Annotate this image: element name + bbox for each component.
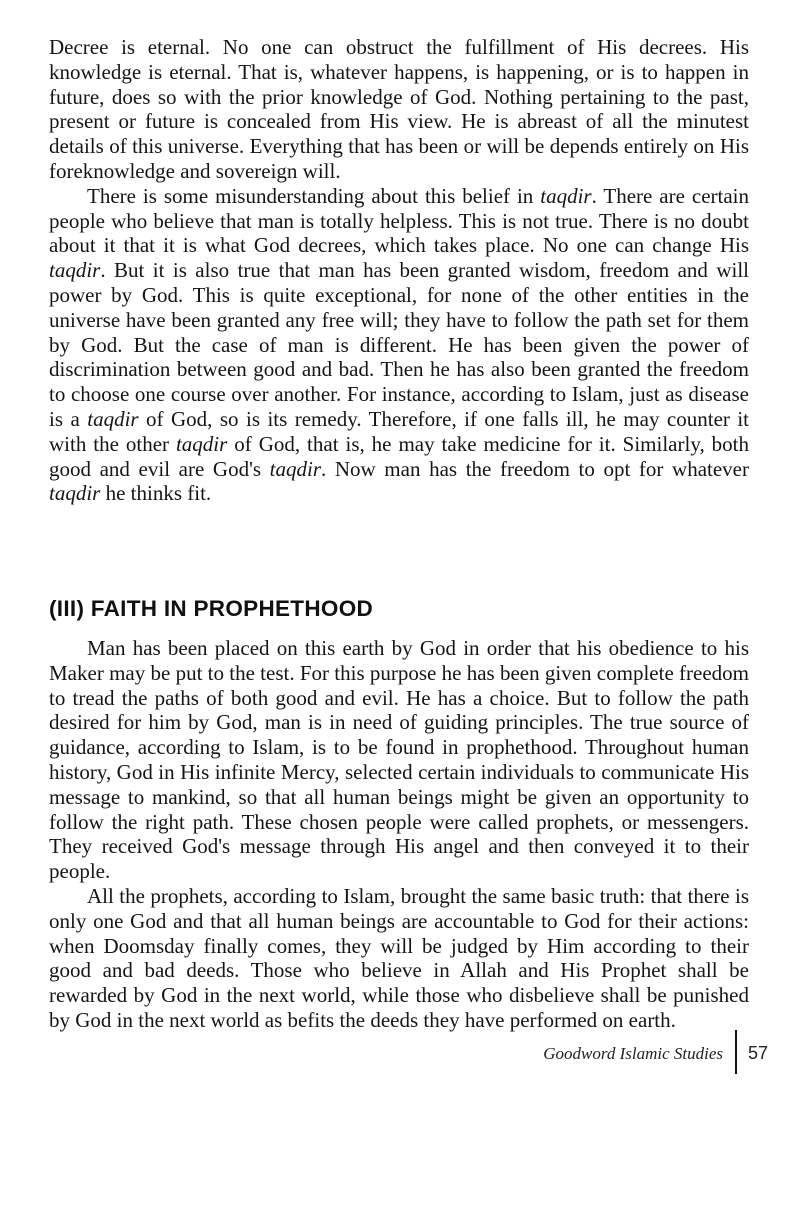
- italic-term: taqdir: [49, 481, 101, 506]
- paragraph-taqdir: There is some misunderstanding about this belief in taqdir. There are certain people who believe that man is totally helpless. This is not true. There is no doubt about it that it is what God decrees, which takes place. No one can change His taqdir. But it is also true that man has been granted wisdom, freedom and will power by God. This is quite exceptional, for none of the other entities in the universe have been granted any free will; they have to follow the path set for them by God. But the case of man is different. He has been given the power of discrimination between good and bad. Then he has also been granted the freedom to choose one course over another. For instance, according to Islam, just as disease is a taqdir of God, so is its remedy. Therefore, if one falls ill, he may counter it with the other taqdir of God, that is, he may take medicine for it. Similarly, both good and evil are God's taqdir. Now man has the freedom to opt for whatever taqdir he thinks fit.: [49, 183, 750, 506]
- italic-term: taqdir: [49, 258, 101, 283]
- italic-term: taqdir: [540, 183, 592, 208]
- section-heading: (III) FAITH IN PROPHETHOOD: [49, 596, 374, 621]
- paragraph-prophethood-intro: Man has been placed on this earth by God in order that his obedience to his Maker may be put to the test. For this purpose he has been given complete freedom to tread the paths of both good and evil. He has a choice. But to follow the path desired for him by God, man is in need of guiding principles. The true source of guidance, according to Islam, is to be found in prophethood. Throughout human history, God in His infinite Mercy, selected certain individuals to communicate His message to mankind, so that all human beings might be given an opportunity to follow the right path. These chosen people were called prophets, or messengers. They received God's message through His angel and then conveyed it to their people.: [49, 636, 749, 884]
- text-block-top: [49, 35, 749, 506]
- italic-term: taqdir: [269, 456, 321, 481]
- footer-divider: [735, 1030, 737, 1074]
- italic-term: taqdir: [175, 431, 228, 456]
- paragraph-prophets-truth: All the prophets, according to Islam, brought the same basic truth: that there is only one God and that all human beings are accountable to God for their actions: when Doomsday finally comes, they will be judged by Him according to their good and bad deeds. Those who believe in Allah and His Prophet shall be rewarded by God in the next world, while those who disbelieve shall be punished by God in the next world as befits the deeds they have performed on earth.: [49, 883, 749, 1032]
- footer-book-title: Goodword Islamic Studies: [543, 1044, 723, 1063]
- text-block-bottom: [49, 636, 749, 1033]
- paragraph-decree: Decree is eternal. No one can obstruct the fulfillment of His decrees. His knowledge is eternal. That is, whatever happens, is happening, or is to happen in future, does so with the prior knowledge of God. Nothing pertaining to the past, present or future is concealed from His view. He is abreast of all the minutest details of this universe. Everything that has been or will be depends entirely on His foreknowledge and sovereign will.: [49, 35, 749, 183]
- page-number: 57: [748, 1043, 769, 1063]
- italic-term: taqdir: [87, 406, 139, 431]
